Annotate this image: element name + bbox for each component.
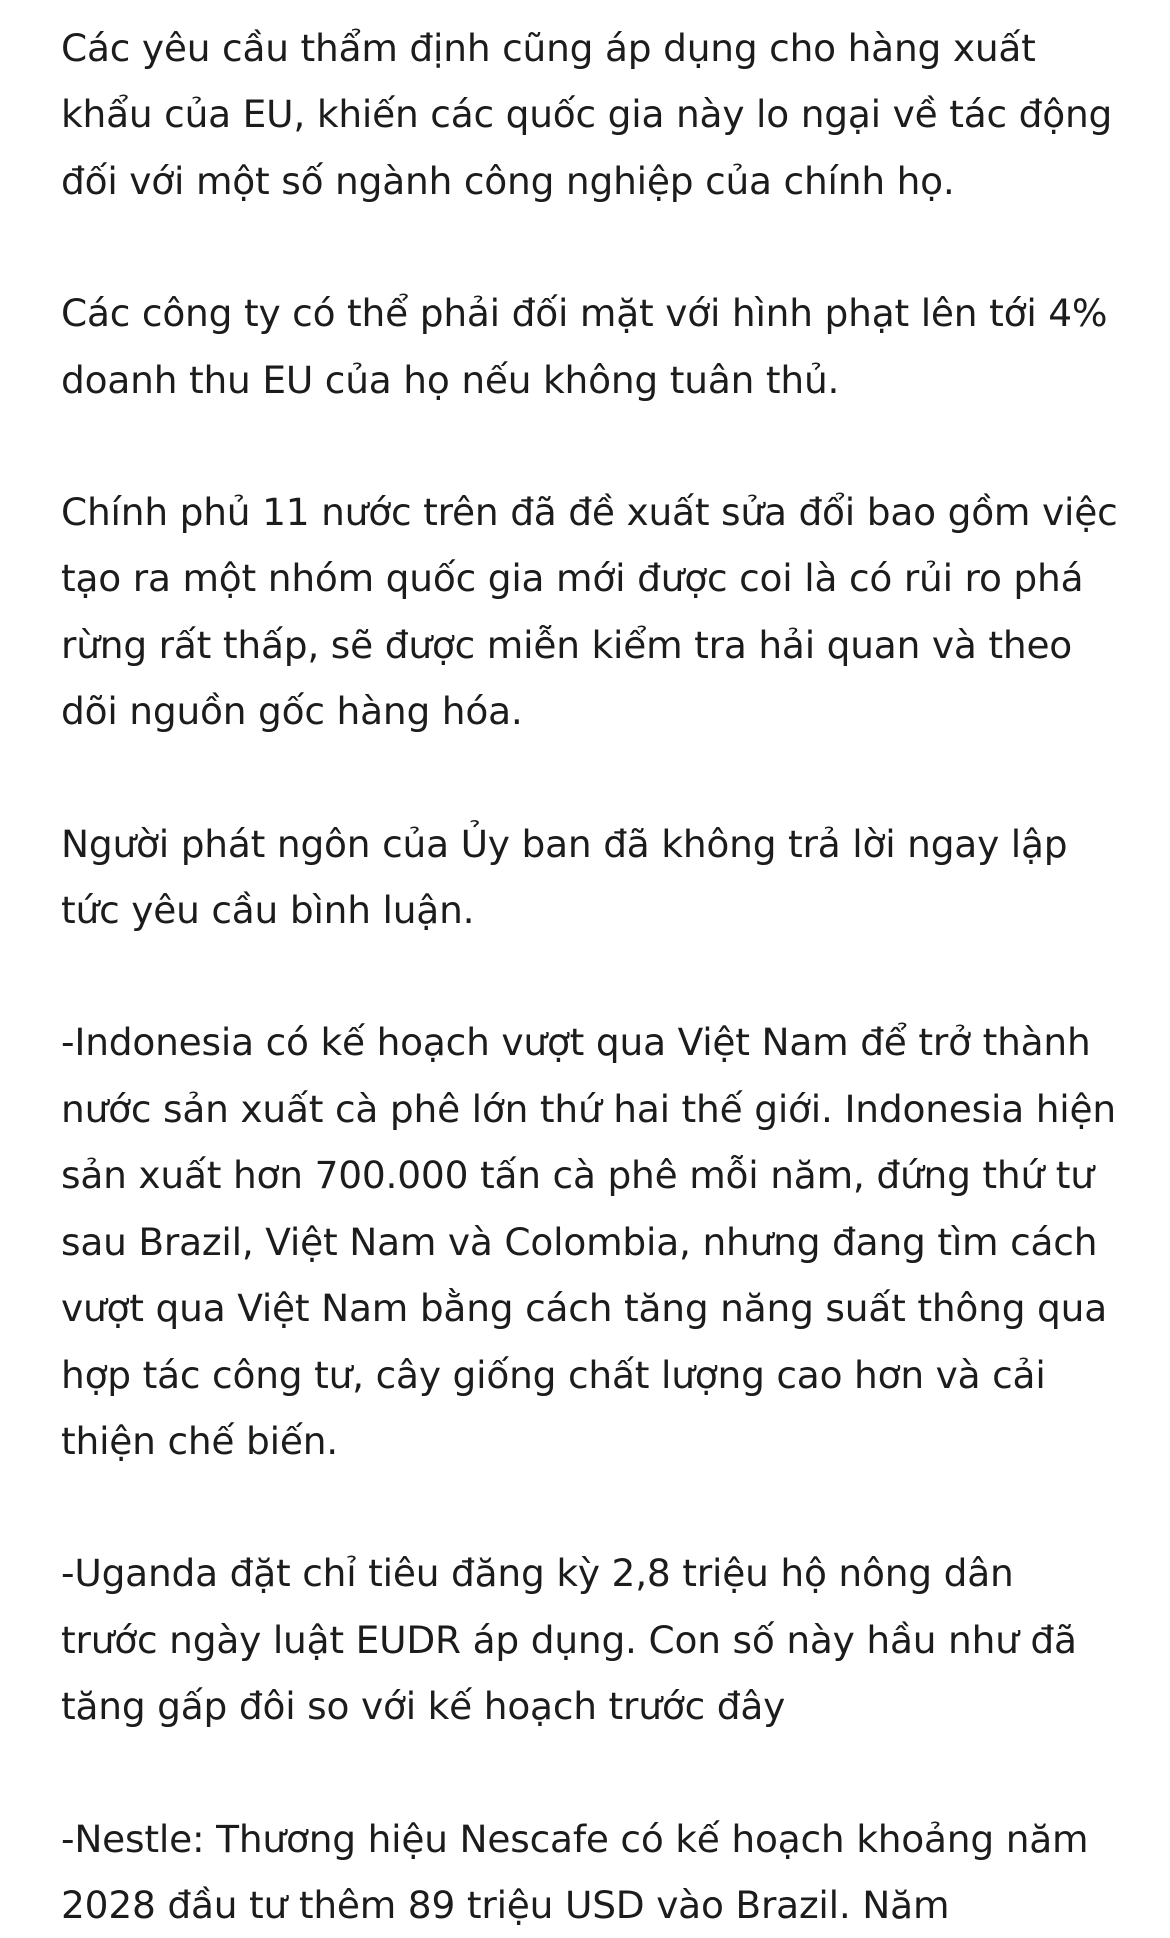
paragraph-due-diligence: Các yêu cầu thẩm định cũng áp dụng cho hàng xuất khẩu của EU, khiến các quốc gia này lo ngại về tác động đối với một số ngành công nghiệp của chính họ. <box>61 26 1113 203</box>
paragraph-indonesia: -Indonesia có kế hoạch vượt qua Việt Nam để trở thành nước sản xuất cà phê lớn thứ hai thế giới. Indonesia hiện sản xuất hơn 700.000 tấn cà phê mỗi năm, đứng thứ tư sau Brazil, Việt Nam và Colombia, nhưng đang tìm cách vượt qua Việt Nam bằng cách tăng năng suất thông qua hợp tác công tư, cây giống chất lượng cao hơn và cải thiện chế biến. <box>61 1020 1116 1463</box>
paragraph-uganda: -Uganda đặt chỉ tiêu đăng kỳ 2,8 triệu hộ nông dân trước ngày luật EUDR áp dụng. Con số này hầu như đã tăng gấp đôi so với kế hoạch trước đây <box>61 1551 1077 1729</box>
paragraph-amendment-proposal: Chính phủ 11 nước trên đã đề xuất sửa đổi bao gồm việc tạo ra một nhóm quốc gia mới được coi là có rủi ro phá rừng rất thấp, sẽ được miễn kiểm tra hải quan và theo dõi nguồn gốc hàng hóa. <box>61 490 1118 734</box>
article-body <box>61 15 1121 1938</box>
paragraph-commission-response: Người phát ngôn của Ủy ban đã không trả lời ngay lập tức yêu cầu bình luận. <box>61 821 1068 933</box>
paragraph-penalty: Các công ty có thể phải đối mặt với hình phạt lên tới 4% doanh thu EU của họ nếu không tuân thủ. <box>61 291 1108 402</box>
paragraph-nestle: -Nestle: Thương hiệu Nescafe có kế hoạch khoảng năm 2028 đầu tư thêm 89 triệu USD vào Brazil. Năm <box>61 1816 1089 1927</box>
